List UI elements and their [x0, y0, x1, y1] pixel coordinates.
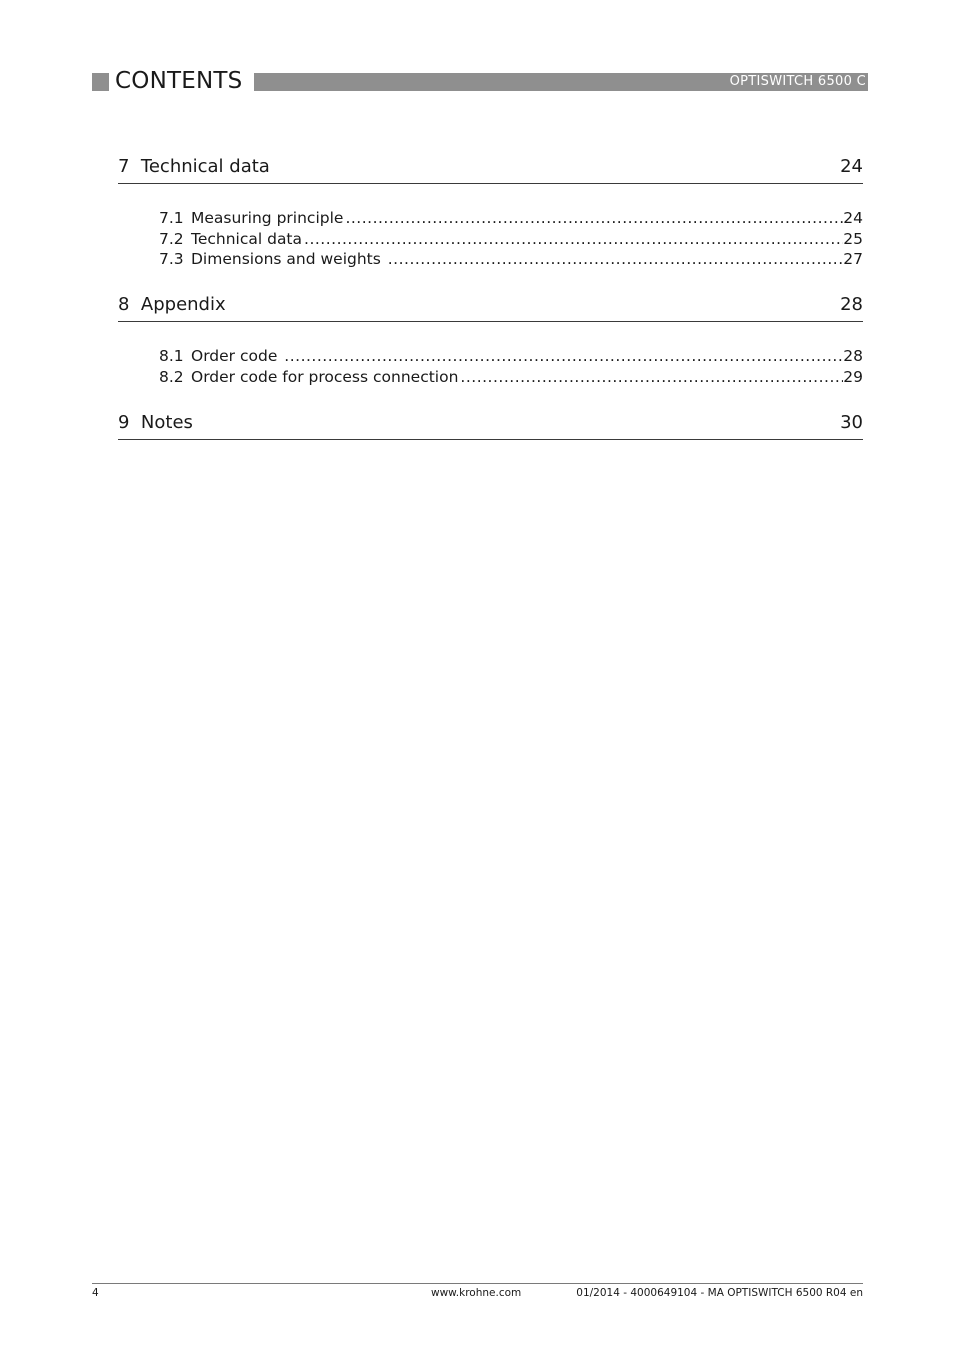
chapter-title: 8 Appendix	[118, 294, 226, 315]
entry-number: 7.2	[159, 230, 184, 248]
entry-page: 25	[843, 230, 863, 248]
chapter-title: 7 Technical data	[118, 156, 270, 177]
toc-chapter-8[interactable]	[118, 295, 863, 322]
entry-page: 29	[843, 368, 863, 386]
toc-chapter-9[interactable]	[118, 413, 863, 440]
toc-entry-7-3[interactable]	[159, 249, 863, 269]
dot-leader	[343, 208, 843, 228]
entry-number: 8.2	[159, 368, 184, 386]
page-title: CONTENTS	[115, 68, 243, 94]
footer-rule	[92, 1283, 863, 1284]
toc-entry-7-1[interactable]	[159, 208, 863, 228]
header-marker	[92, 73, 109, 91]
footer-document-reference: 01/2014 - 4000649104 - MA OPTISWITCH 6500 R04 en	[576, 1287, 863, 1299]
toc-entry-7-2[interactable]	[159, 229, 863, 249]
entry-title: Measuring principle	[191, 209, 344, 227]
dot-leader	[386, 249, 844, 269]
dot-leader	[458, 367, 843, 387]
entry-number: 7.1	[159, 209, 184, 227]
entry-number: 7.3	[159, 250, 184, 268]
toc-chapter-7[interactable]	[118, 157, 863, 184]
entry-page: 28	[843, 347, 863, 365]
entry-title: Technical data	[191, 230, 303, 248]
product-name: OPTISWITCH 6500 C	[729, 74, 866, 89]
entry-page: 24	[843, 209, 863, 227]
entry-title: Order code	[191, 347, 283, 365]
dot-leader	[282, 346, 843, 366]
entry-number: 8.1	[159, 347, 184, 365]
chapter-page: 30	[840, 412, 863, 433]
toc-entry-8-2[interactable]	[159, 367, 863, 387]
entry-title: Order code for process connection	[191, 368, 459, 386]
entry-page: 27	[843, 250, 863, 268]
chapter-title: 9 Notes	[118, 412, 193, 433]
entry-title: Dimensions and weights	[191, 250, 386, 268]
toc-entry-8-1[interactable]	[159, 346, 863, 366]
footer-website: www.krohne.com	[431, 1287, 522, 1299]
chapter-page: 28	[840, 294, 863, 315]
dot-leader	[302, 229, 843, 249]
footer-page-number: 4	[92, 1287, 99, 1299]
chapter-page: 24	[840, 156, 863, 177]
